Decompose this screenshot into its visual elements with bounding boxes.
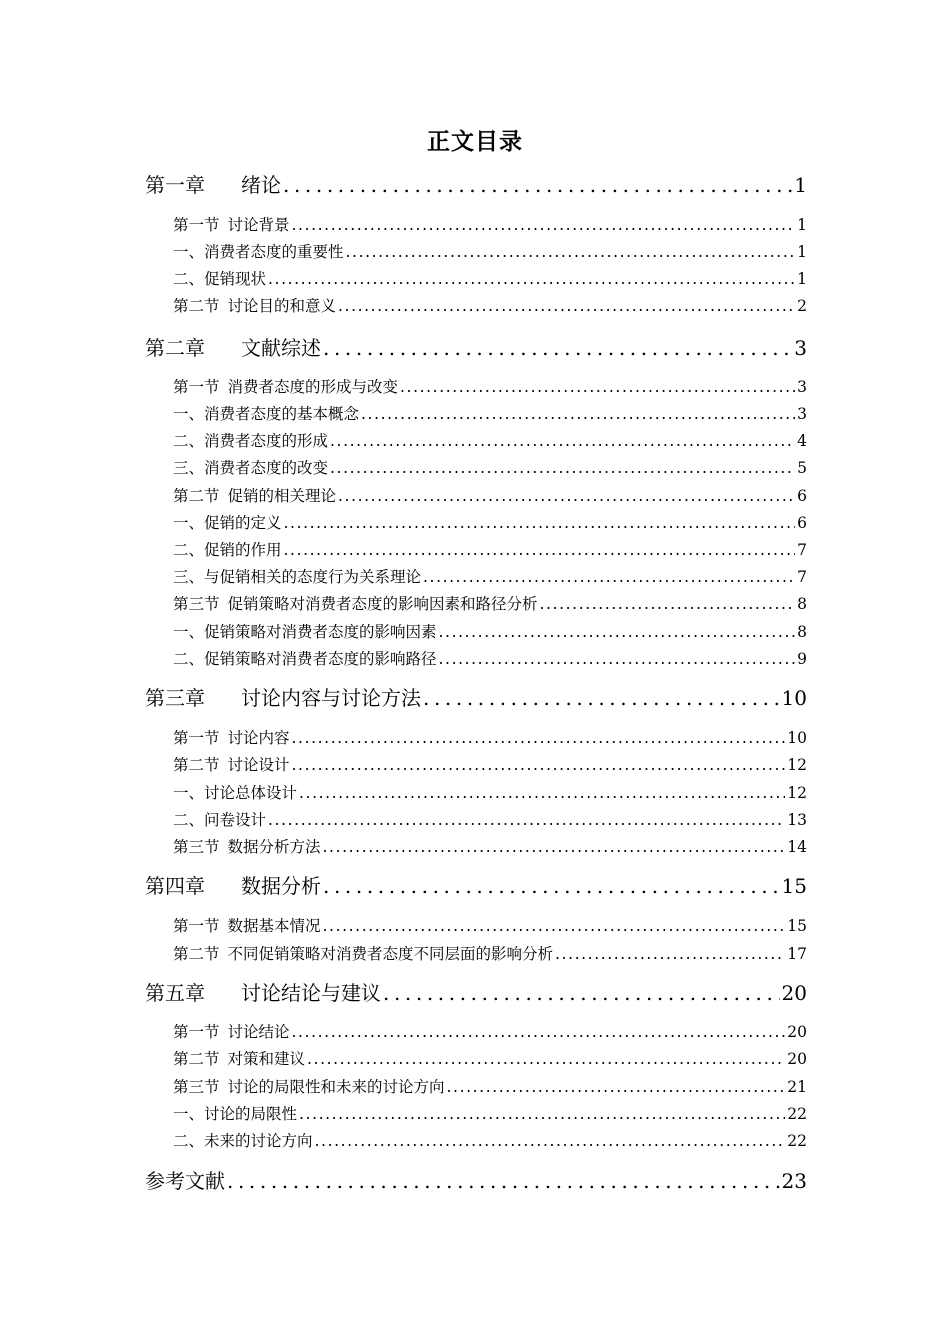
dot-leader bbox=[292, 1020, 786, 1044]
dot-leader bbox=[346, 240, 796, 264]
toc-page-number: 2 bbox=[797, 297, 807, 315]
toc-section-entry[interactable] bbox=[173, 240, 807, 264]
dot-leader bbox=[555, 942, 785, 966]
toc-page-number: 20 bbox=[781, 981, 807, 1005]
toc-entry-label: 讨论设计 bbox=[227, 756, 290, 774]
toc-entry-number: 第二节 bbox=[173, 756, 220, 774]
toc-entry-label: 参考文献 bbox=[145, 1169, 225, 1193]
toc-page-number: 22 bbox=[787, 1132, 807, 1150]
dot-leader bbox=[439, 620, 796, 644]
toc-page-number: 1 bbox=[794, 173, 807, 197]
toc-section-entry[interactable] bbox=[173, 1047, 807, 1071]
toc-entry-number: 第二节 bbox=[173, 487, 220, 505]
toc-entry-number: 第三节 bbox=[173, 838, 220, 856]
dot-leader bbox=[447, 1075, 786, 1099]
toc-entry-label: 讨论内容与讨论方法 bbox=[241, 686, 421, 710]
toc-section-entry[interactable] bbox=[173, 213, 807, 237]
dot-leader bbox=[268, 267, 795, 291]
toc-page-number: 10 bbox=[781, 686, 807, 710]
toc-section-entry[interactable] bbox=[173, 1129, 807, 1153]
toc-page-number: 3 bbox=[797, 378, 807, 396]
toc-entry-label: 一、讨论总体设计 bbox=[173, 784, 298, 802]
toc-page-number: 1 bbox=[797, 243, 807, 261]
dot-leader bbox=[330, 456, 795, 480]
toc-entry-number: 第二节 bbox=[173, 297, 220, 315]
toc-section-entry[interactable] bbox=[173, 456, 807, 480]
toc-entry-label: 绪论 bbox=[241, 173, 281, 197]
toc-page-number: 5 bbox=[797, 459, 807, 477]
dot-leader bbox=[315, 1129, 786, 1153]
toc-section-entry[interactable] bbox=[173, 620, 807, 644]
toc-section-entry[interactable] bbox=[173, 565, 807, 589]
toc-section-entry[interactable] bbox=[173, 942, 807, 966]
toc-entry-label: 讨论结论 bbox=[227, 1023, 290, 1041]
toc-entry-number: 第一节 bbox=[173, 216, 220, 234]
toc-entry-number: 第三节 bbox=[173, 1078, 220, 1096]
toc-page-number: 12 bbox=[787, 756, 807, 774]
dot-leader bbox=[383, 978, 780, 1008]
toc-chapter-entry[interactable] bbox=[145, 683, 807, 713]
toc-entry-label: 讨论的局限性和未来的讨论方向 bbox=[227, 1078, 445, 1096]
toc-section-entry[interactable] bbox=[173, 1102, 807, 1126]
dot-leader bbox=[323, 333, 792, 363]
dot-leader bbox=[540, 592, 796, 616]
toc-entry-label: 二、促销的作用 bbox=[173, 541, 282, 559]
toc-entry-label: 文献综述 bbox=[241, 336, 321, 360]
toc-section-entry[interactable] bbox=[173, 753, 807, 777]
toc-page-number: 7 bbox=[797, 568, 807, 586]
toc-entry-label: 二、促销现状 bbox=[173, 270, 267, 288]
toc-entry-label: 一、讨论的局限性 bbox=[173, 1105, 298, 1123]
toc-entry-label: 讨论目的和意义 bbox=[227, 297, 337, 315]
toc-page-number: 6 bbox=[797, 514, 807, 532]
toc-page-number: 8 bbox=[797, 595, 807, 613]
toc-section-entry[interactable] bbox=[173, 429, 807, 453]
toc-section-entry[interactable] bbox=[173, 808, 807, 832]
toc-entry-number: 第二节 bbox=[173, 945, 220, 963]
toc-section-entry[interactable] bbox=[173, 592, 807, 616]
dot-leader bbox=[439, 647, 796, 671]
toc-chapter-entry[interactable] bbox=[145, 170, 807, 200]
toc-entry-number: 第二节 bbox=[173, 1050, 220, 1068]
dot-leader bbox=[283, 170, 792, 200]
toc-chapter-entry[interactable] bbox=[145, 1166, 807, 1196]
toc-entry-label: 不同促销策略对消费者态度不同层面的影响分析 bbox=[227, 945, 554, 963]
dot-leader bbox=[330, 429, 795, 453]
toc-page-number: 21 bbox=[787, 1078, 807, 1096]
dot-leader bbox=[268, 808, 785, 832]
dot-leader bbox=[323, 835, 786, 859]
dot-leader bbox=[299, 781, 785, 805]
toc-page-number: 15 bbox=[787, 917, 807, 935]
toc-entry-label: 数据分析 bbox=[241, 874, 321, 898]
dot-leader bbox=[292, 753, 786, 777]
toc-chapter-entry[interactable] bbox=[145, 978, 807, 1008]
toc-entry-number: 第三章 bbox=[145, 686, 205, 710]
toc-page-number: 20 bbox=[787, 1023, 807, 1041]
toc-entry-number: 第一章 bbox=[145, 173, 205, 197]
toc-entry-label: 讨论内容 bbox=[227, 729, 290, 747]
toc-page-number: 14 bbox=[787, 838, 807, 856]
toc-entry-label: 二、促销策略对消费者态度的影响路径 bbox=[173, 650, 437, 668]
toc-page-number: 15 bbox=[781, 874, 807, 898]
toc-section-entry[interactable] bbox=[173, 647, 807, 671]
dot-leader bbox=[423, 565, 795, 589]
toc-page-number: 3 bbox=[794, 336, 807, 360]
dot-leader bbox=[307, 1047, 785, 1071]
toc-page-number: 9 bbox=[797, 650, 807, 668]
toc-entry-label: 讨论背景 bbox=[227, 216, 290, 234]
toc-entry-label: 二、问卷设计 bbox=[173, 811, 267, 829]
toc-entry-number: 第一节 bbox=[173, 378, 220, 396]
toc-section-entry[interactable] bbox=[173, 1020, 807, 1044]
toc-page-number: 3 bbox=[797, 405, 807, 423]
toc-page-number: 8 bbox=[797, 623, 807, 641]
toc-page-number: 7 bbox=[797, 541, 807, 559]
dot-leader bbox=[338, 484, 795, 508]
toc-entry-label: 讨论结论与建议 bbox=[241, 981, 381, 1005]
toc-page-number: 17 bbox=[787, 945, 807, 963]
toc-entry-label: 一、消费者态度的基本概念 bbox=[173, 405, 360, 423]
toc-entry-label: 数据分析方法 bbox=[227, 838, 321, 856]
toc-entry-number: 第二章 bbox=[145, 336, 205, 360]
toc-entry-label: 促销策略对消费者态度的影响因素和路径分析 bbox=[227, 595, 538, 613]
toc-page-number: 4 bbox=[797, 432, 807, 450]
toc-section-entry[interactable] bbox=[173, 781, 807, 805]
page-title: 正文目录 bbox=[427, 129, 523, 155]
dot-leader bbox=[323, 871, 780, 901]
dot-leader bbox=[400, 375, 795, 399]
toc-entry-label: 消费者态度的形成与改变 bbox=[227, 378, 399, 396]
dot-leader bbox=[338, 294, 795, 318]
dot-leader bbox=[284, 511, 796, 535]
toc-entry-label: 一、促销的定义 bbox=[173, 514, 282, 532]
dot-leader bbox=[361, 402, 795, 426]
toc-entry-number: 第四章 bbox=[145, 874, 205, 898]
dot-leader bbox=[284, 538, 796, 562]
toc-entry-label: 数据基本情况 bbox=[227, 917, 321, 935]
toc-section-entry[interactable] bbox=[173, 1075, 807, 1099]
toc-entry-label: 二、未来的讨论方向 bbox=[173, 1132, 313, 1150]
toc-page-number: 12 bbox=[787, 784, 807, 802]
toc-entry-number: 第一节 bbox=[173, 917, 220, 935]
toc-section-entry[interactable] bbox=[173, 511, 807, 535]
toc-entry-number: 第三节 bbox=[173, 595, 220, 613]
toc-entry-label: 三、与促销相关的态度行为关系理论 bbox=[173, 568, 422, 586]
toc-section-entry[interactable] bbox=[173, 538, 807, 562]
toc-page-number: 20 bbox=[787, 1050, 807, 1068]
toc-entry-label: 一、消费者态度的重要性 bbox=[173, 243, 344, 261]
dot-leader bbox=[292, 726, 786, 750]
toc-page-number: 10 bbox=[787, 729, 807, 747]
toc-entry-label: 一、促销策略对消费者态度的影响因素 bbox=[173, 623, 437, 641]
toc-section-entry[interactable] bbox=[173, 375, 807, 399]
dot-leader bbox=[299, 1102, 785, 1126]
toc-entry-number: 第五章 bbox=[145, 981, 205, 1005]
toc-section-entry[interactable] bbox=[173, 267, 807, 291]
toc-entry-label: 促销的相关理论 bbox=[227, 487, 337, 505]
toc-section-entry[interactable] bbox=[173, 914, 807, 938]
toc-entry-number: 第一节 bbox=[173, 1023, 220, 1041]
toc-page-number: 23 bbox=[781, 1169, 807, 1193]
dot-leader bbox=[292, 213, 796, 237]
toc-section-entry[interactable] bbox=[173, 726, 807, 750]
toc-section-entry[interactable] bbox=[173, 835, 807, 859]
toc-section-entry[interactable] bbox=[173, 484, 807, 508]
toc-entry-label: 二、消费者态度的形成 bbox=[173, 432, 329, 450]
toc-section-entry[interactable] bbox=[173, 294, 807, 318]
dot-leader bbox=[227, 1166, 780, 1196]
toc-section-entry[interactable] bbox=[173, 402, 807, 426]
dot-leader bbox=[323, 914, 786, 938]
toc-page-number: 6 bbox=[797, 487, 807, 505]
toc-page-number: 22 bbox=[787, 1105, 807, 1123]
toc-chapter-entry[interactable] bbox=[145, 871, 807, 901]
toc-entry-label: 三、消费者态度的改变 bbox=[173, 459, 329, 477]
toc-page-number: 13 bbox=[787, 811, 807, 829]
toc-entry-number: 第一节 bbox=[173, 729, 220, 747]
dot-leader bbox=[423, 683, 780, 713]
toc-page-number: 1 bbox=[797, 216, 807, 234]
toc-page-number: 1 bbox=[797, 270, 807, 288]
toc-entry-label: 对策和建议 bbox=[227, 1050, 306, 1068]
toc-chapter-entry[interactable] bbox=[145, 333, 807, 363]
